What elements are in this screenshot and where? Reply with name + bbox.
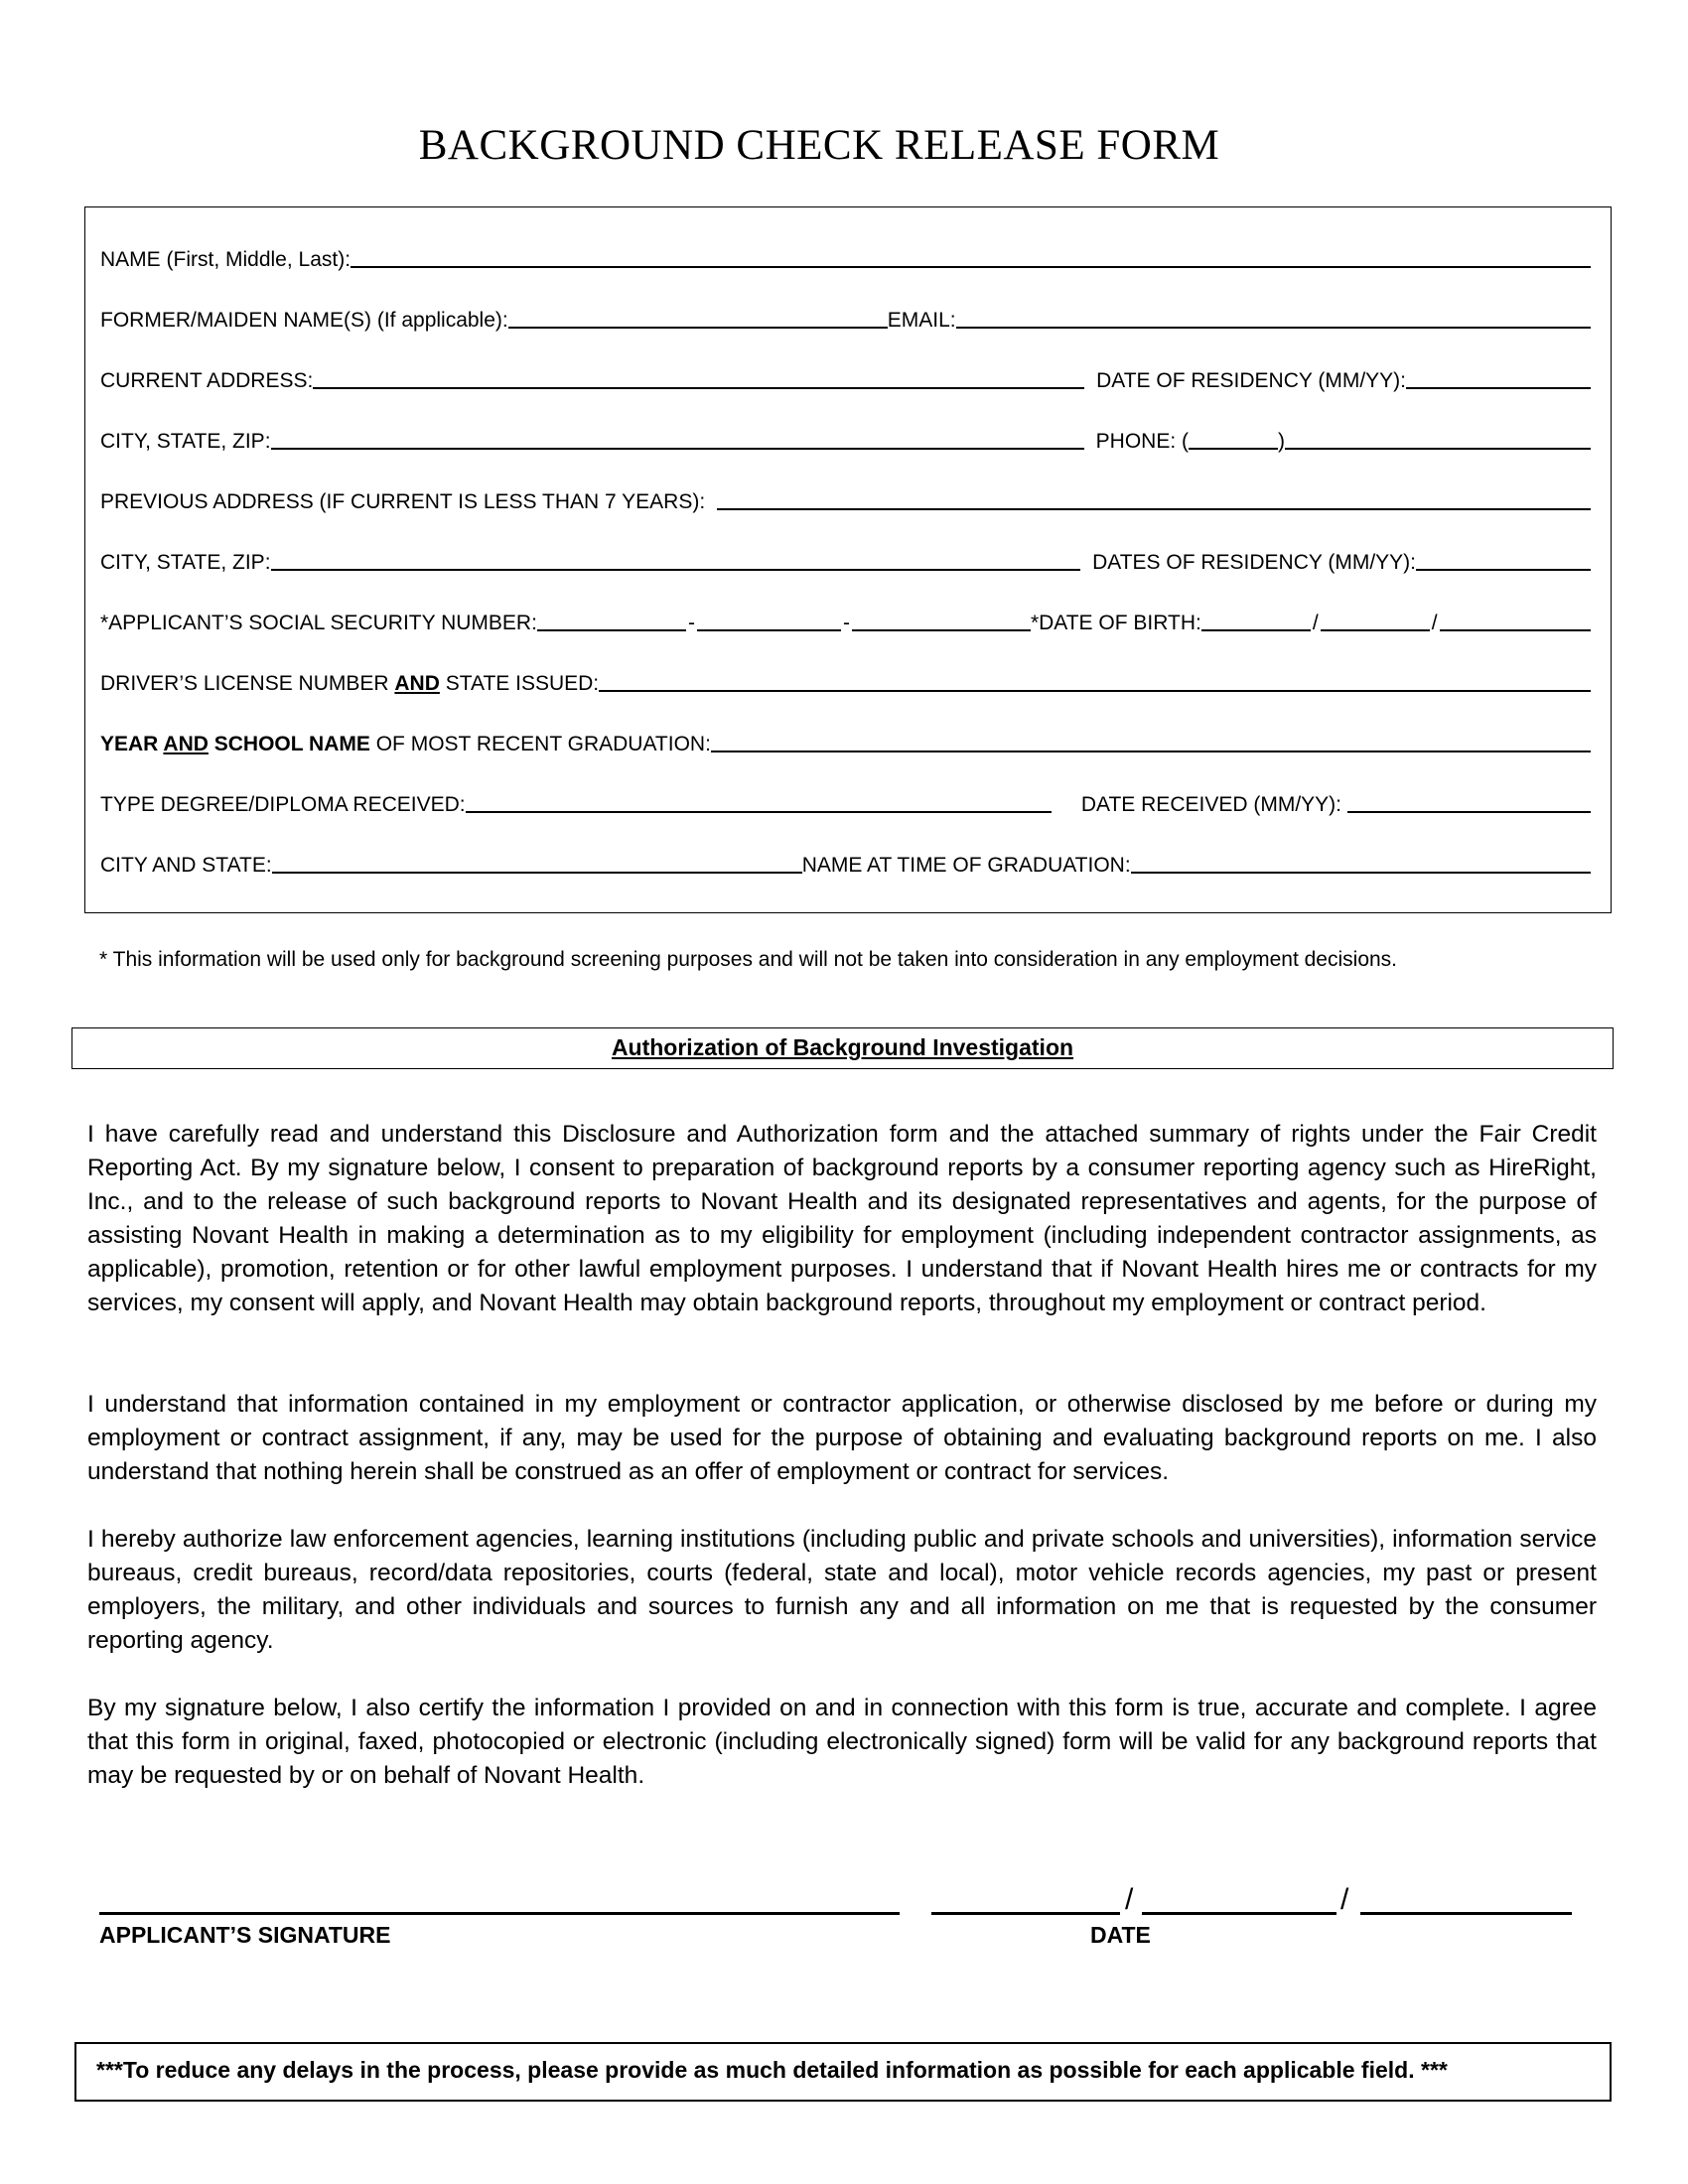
city-state-grad-row <box>100 840 1591 880</box>
city-and-state-field[interactable] <box>272 872 802 874</box>
authorization-paragraph-2: I understand that information contained in my employment or contractor application, or otherwise disclosed by me before or during my employment or contract assignment, if any, may be used for the purpose of obtaining and evaluating background reports on me. I also understand that nothing herein shall be construed as an offer of employment or contract for services. <box>87 1391 1597 1485</box>
drivers-license-label: DRIVER’S LICENSE NUMBER AND STATE ISSUED: <box>100 672 600 695</box>
city-state-zip-field[interactable] <box>271 448 1084 450</box>
city-state-zip-2-field[interactable] <box>271 569 1081 571</box>
drivers-license-field[interactable] <box>599 690 1591 692</box>
dob-separator: / <box>1431 612 1438 634</box>
graduation-field[interactable] <box>711 751 1591 752</box>
dob-separator: / <box>1312 612 1319 634</box>
city-state-zip-label: CITY, STATE, ZIP: <box>100 430 271 453</box>
date-of-residency-field[interactable] <box>1406 387 1591 389</box>
city-state-zip-2-row <box>100 537 1591 577</box>
dob-day-field[interactable] <box>1321 629 1430 631</box>
date-separator: / <box>1125 1883 1134 1916</box>
former-name-label: FORMER/MAIDEN NAME(S) (If applicable): <box>100 309 508 332</box>
name-at-graduation-field[interactable] <box>1131 872 1591 874</box>
email-field[interactable] <box>956 327 1591 329</box>
graduation-row <box>100 719 1591 758</box>
name-row <box>100 234 1591 274</box>
date-day-field[interactable] <box>1142 1912 1336 1915</box>
ssn-dob-row <box>100 598 1591 637</box>
name-label: NAME (First, Middle, Last): <box>100 248 352 271</box>
applicant-info-box <box>84 206 1612 913</box>
city-state-zip-2-label: CITY, STATE, ZIP: <box>100 551 271 574</box>
current-address-field[interactable] <box>313 387 1084 389</box>
email-label: EMAIL: <box>887 309 956 332</box>
ssn-separator: - <box>842 612 850 634</box>
dob-year-field[interactable] <box>1440 629 1591 631</box>
authorization-paragraph-3: I hereby authorize law enforcement agencies, learning institutions (including public and private schools and universities), information service bureaus, credit bureaus, record/data repositories, courts (federal, state and local), motor vehicle records agencies, my past or present employers, the military, and other individuals and sources to furnish any and all information on me that is requested by the consumer reporting agency. <box>87 1526 1597 1654</box>
city-state-zip-row <box>100 416 1591 456</box>
current-address-row <box>100 355 1591 395</box>
drivers-license-row <box>100 658 1591 698</box>
date-month-field[interactable] <box>931 1912 1120 1915</box>
dob-month-field[interactable] <box>1201 629 1311 631</box>
phone-label: PHONE: ( <box>1095 430 1189 453</box>
city-and-state-label: CITY AND STATE: <box>100 854 272 877</box>
name-at-graduation-label: NAME AT TIME OF GRADUATION: <box>801 854 1131 877</box>
former-name-field[interactable] <box>508 327 888 329</box>
date-received-field[interactable] <box>1347 811 1591 813</box>
previous-address-row <box>100 477 1591 516</box>
current-address-label: CURRENT ADDRESS: <box>100 369 314 392</box>
authorization-paragraph-1: I have carefully read and understand this Disclosure and Authorization form and the attached summary of rights under the Fair Credit Reporting Act. By my signature below, I consent to preparation of background reports by a consumer reporting agency such as HireRight, Inc., and to the release of such background reports to Novant Health and its designated representatives and agents, for the purpose of assisting Novant Health in making a determination as to my eligibility for employment (including independent contractor assignments, as applicable), promotion, retention or for other lawful employment purposes. I understand that if Novant Health hires me or contracts for my services, my consent will apply, and Novant Health may obtain background reports, throughout my employment or contract period. <box>87 1121 1597 1316</box>
phone-close-paren: ) <box>1278 430 1285 453</box>
authorization-paragraph-4: By my signature below, I also certify the information I provided on and in connection with this form is true, accurate and complete. I agree that this form in original, faxed, photocopied or electronic (including electronically signed) form will be valid for any background reports that may be requested by or on behalf of Novant Health. <box>87 1695 1597 1789</box>
previous-address-label: PREVIOUS ADDRESS (IF CURRENT IS LESS THAN 7 YEARS): <box>100 490 706 513</box>
dob-label: *DATE OF BIRTH: <box>1030 612 1201 634</box>
authorization-heading: Authorization of Background Investigation <box>71 1027 1614 1069</box>
date-of-residency-label: DATE OF RESIDENCY (MM/YY): <box>1096 369 1406 392</box>
date-received-label: DATE RECEIVED (MM/YY): <box>1080 793 1341 816</box>
degree-label: TYPE DEGREE/DIPLOMA RECEIVED: <box>100 793 466 816</box>
phone-area-code-field[interactable] <box>1189 448 1278 450</box>
ssn-part2-field[interactable] <box>697 629 841 631</box>
ssn-separator: - <box>687 612 695 634</box>
applicant-signature-field[interactable] <box>99 1912 900 1915</box>
form-title: BACKGROUND CHECK RELEASE FORM <box>418 122 1220 169</box>
ssn-part1-field[interactable] <box>537 629 686 631</box>
degree-row <box>100 779 1591 819</box>
delay-notice: ***To reduce any delays in the process, please provide as much detailed information as possible for each applicable field. *** <box>74 2042 1612 2102</box>
phone-number-field[interactable] <box>1285 448 1591 450</box>
previous-address-field[interactable] <box>717 508 1591 510</box>
name-field[interactable] <box>351 266 1591 268</box>
date-year-field[interactable] <box>1360 1912 1572 1915</box>
dates-of-residency-field[interactable] <box>1416 569 1591 571</box>
applicant-signature-label: APPLICANT’S SIGNATURE <box>99 1922 391 1948</box>
dates-of-residency-label: DATES OF RESIDENCY (MM/YY): <box>1092 551 1416 574</box>
date-separator: / <box>1340 1883 1349 1916</box>
former-name-row <box>100 295 1591 335</box>
degree-field[interactable] <box>466 811 1052 813</box>
ssn-label: *APPLICANT’S SOCIAL SECURITY NUMBER: <box>100 612 537 634</box>
ssn-part3-field[interactable] <box>852 629 1031 631</box>
screening-note: * This information will be used only for background screening purposes and will not be taken into consideration in any employment decisions. <box>99 948 1398 971</box>
date-label: DATE <box>1090 1922 1151 1948</box>
graduation-label: YEAR AND SCHOOL NAME OF MOST RECENT GRADUATION: <box>100 733 711 755</box>
